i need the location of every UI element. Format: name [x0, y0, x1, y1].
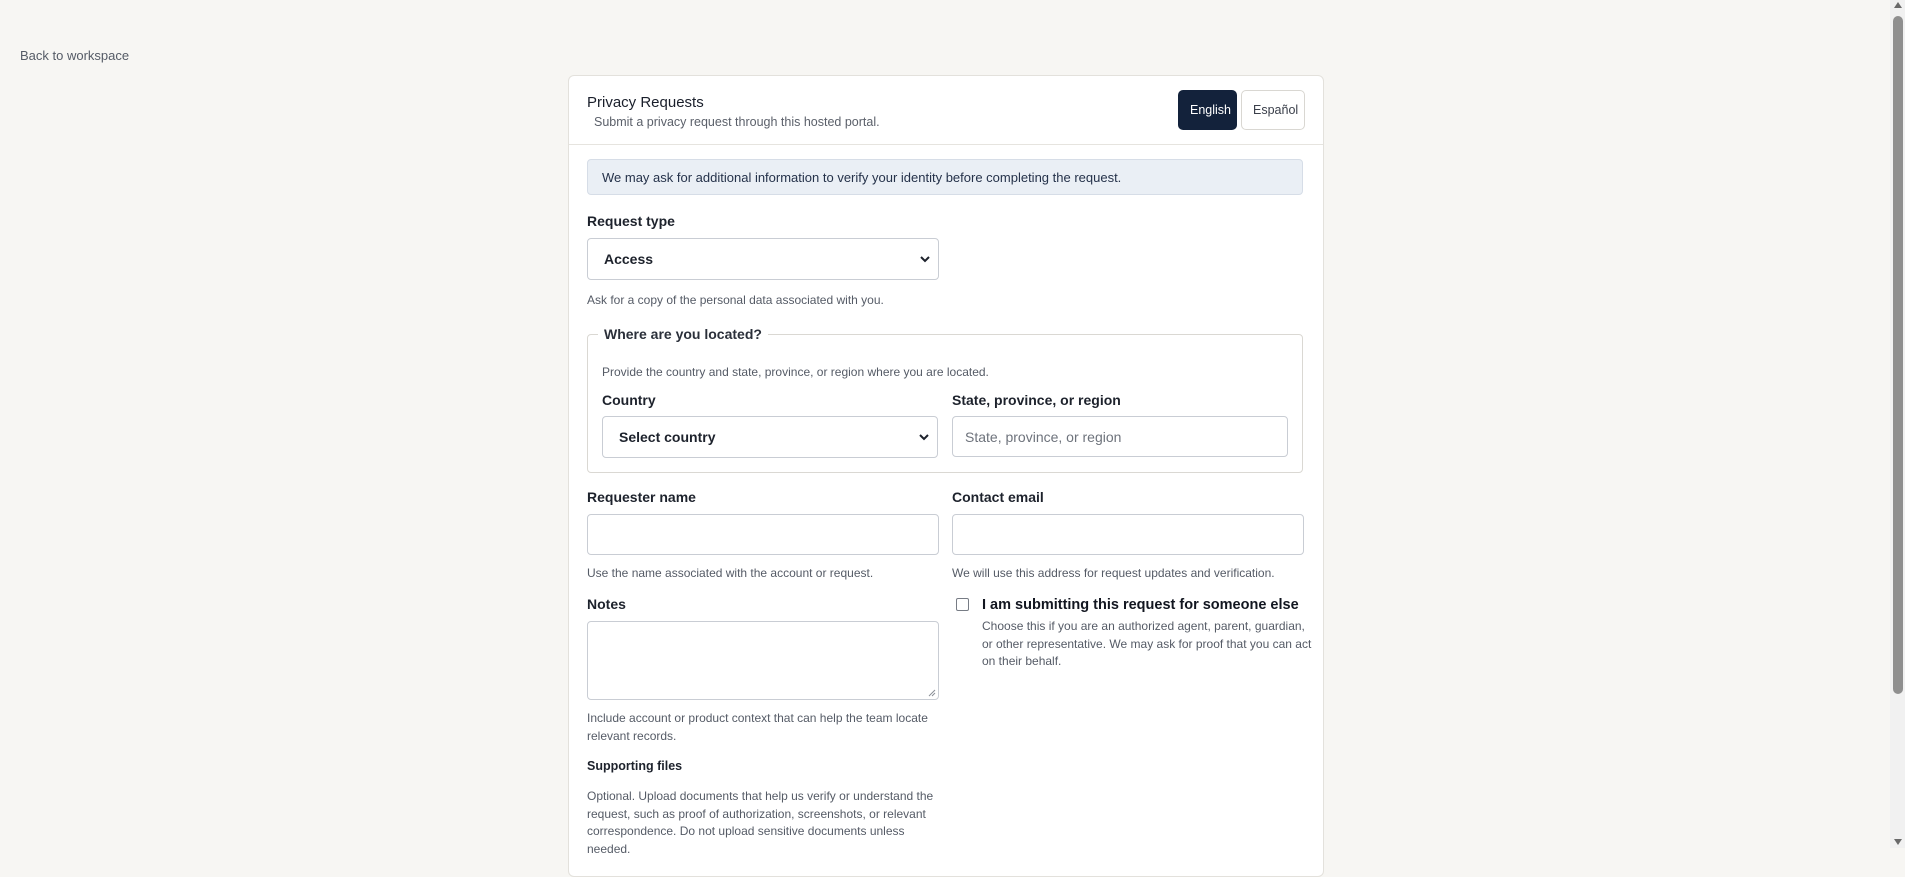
notes-textarea[interactable] — [587, 621, 939, 700]
request-type-select[interactable] — [587, 238, 939, 280]
notes-help: Include account or product context that can help the team locate relevant records. — [587, 711, 928, 743]
scroll-up-arrow-icon[interactable] — [1894, 2, 1902, 8]
scrollbar-thumb[interactable] — [1893, 16, 1903, 694]
language-switcher — [1178, 90, 1305, 130]
region-input[interactable] — [952, 416, 1288, 457]
requester-name-help: Use the name associated with the account or request. — [587, 566, 874, 580]
language-spanish-button[interactable]: Español — [1241, 90, 1305, 130]
request-type-help: Ask for a copy of the personal data associated with you. — [587, 293, 884, 307]
language-english-button[interactable]: English — [1178, 90, 1237, 130]
scroll-down-arrow-icon[interactable] — [1894, 839, 1902, 845]
location-help: Provide the country and state, province, or region where you are located. — [602, 365, 989, 379]
location-legend: Where are you located? — [598, 326, 768, 342]
contact-email-help: We will use this address for request updates and verification. — [952, 566, 1275, 580]
verification-notice: We may ask for additional information to verify your identity before completing the request. — [587, 159, 1303, 195]
someone-else-label[interactable]: I am submitting this request for someone else — [982, 597, 1299, 613]
chevron-down-icon — [917, 430, 931, 444]
page-subtitle: Submit a privacy request through this hosted portal. — [594, 115, 880, 129]
someone-else-checkbox[interactable] — [956, 598, 969, 611]
privacy-request-card — [568, 75, 1324, 877]
notes-label: Notes — [587, 596, 626, 612]
country-value: Select country — [619, 429, 716, 445]
requester-name-label: Requester name — [587, 489, 696, 505]
vertical-scrollbar[interactable] — [1890, 0, 1905, 848]
country-label: Country — [602, 392, 656, 408]
requester-name-input[interactable] — [587, 514, 939, 555]
contact-email-label: Contact email — [952, 489, 1044, 505]
country-select[interactable] — [602, 416, 938, 458]
page-title: Privacy Requests — [587, 94, 704, 111]
card-header — [569, 76, 1323, 145]
contact-email-input[interactable] — [952, 514, 1304, 555]
back-to-workspace-link[interactable]: Back to workspace — [20, 48, 130, 63]
request-type-value: Access — [604, 251, 654, 267]
supporting-files-label: Supporting files — [587, 759, 683, 773]
chevron-down-icon — [918, 252, 932, 266]
someone-else-help: Choose this if you are an authorized agent, parent, guardian, or other representative. We may ask for proof that you can act on their behalf. — [982, 619, 1312, 668]
request-type-label: Request type — [587, 213, 675, 229]
region-label: State, province, or region — [952, 392, 1121, 408]
resize-handle-icon[interactable] — [928, 689, 936, 697]
supporting-files-help: Optional. Upload documents that help us verify or understand the request, such as proof of authorization, screenshots, or relevant correspondence. Do not upload sensitive documents unless needed. — [587, 789, 934, 856]
location-fieldset — [587, 326, 1303, 473]
